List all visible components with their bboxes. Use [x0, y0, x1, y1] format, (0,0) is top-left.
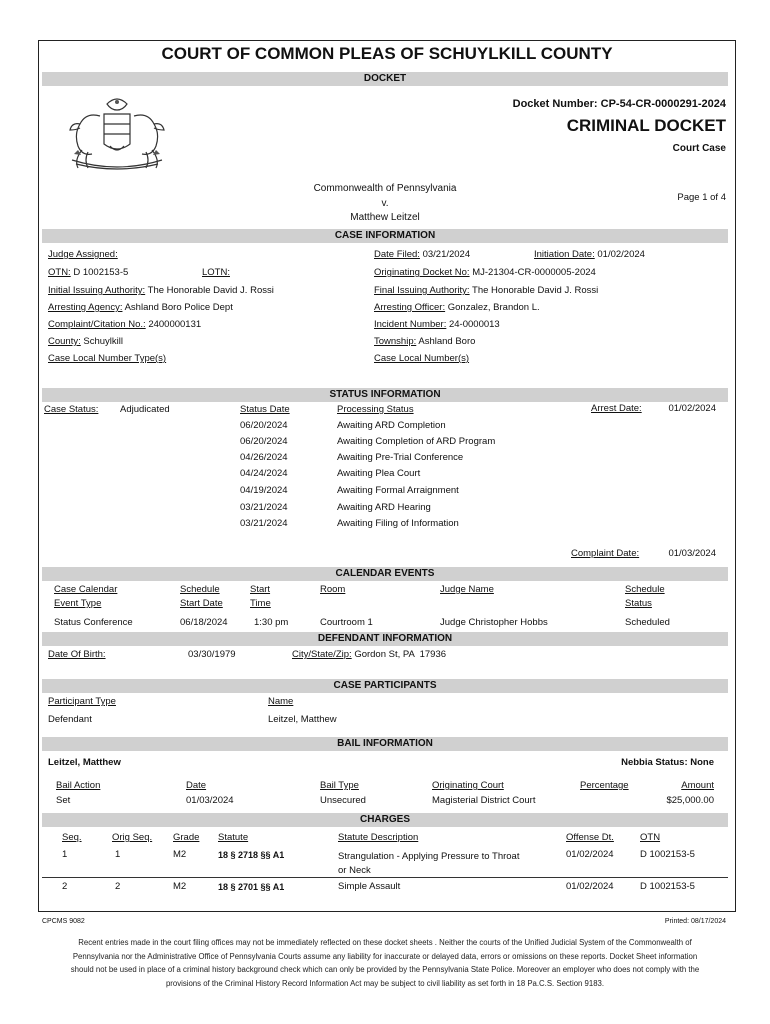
otn — [48, 267, 128, 278]
calendar-room: Courtroom 1 — [320, 617, 373, 628]
dob-value: 03/30/1979 — [188, 649, 236, 660]
county-value: Schuylkill — [83, 336, 123, 347]
processing-status: Awaiting ARD Hearing — [337, 502, 431, 513]
charge-1-seq: 1 — [62, 849, 68, 860]
calendar-status: Scheduled — [625, 617, 670, 628]
final-authority-value: The Honorable David J. Rossi — [472, 285, 599, 296]
charges-bar: CHARGES — [42, 813, 728, 827]
court-title: COURT OF COMMON PLEAS OF SCHUYLKILL COUNTY — [161, 44, 613, 63]
status-date: 03/21/2024 — [240, 518, 288, 529]
statute-description-header: Statute Description — [338, 832, 419, 843]
arresting-agency-label: Arresting Agency: — [48, 302, 123, 313]
charge-2-description: Simple Assault — [338, 881, 401, 892]
bail-action: Set — [56, 795, 71, 806]
participant-type-header: Participant Type — [48, 696, 116, 707]
printed-date: Printed: 08/17/2024 — [664, 918, 726, 925]
originating-court-header: Originating Court — [432, 780, 504, 791]
charge-1-otn: D 1002153-5 — [640, 849, 695, 860]
status-row-2 — [240, 436, 288, 447]
status-row-1-text — [337, 420, 446, 431]
charge-2-statute: 18 § 2701 §§ A1 — [218, 882, 285, 892]
bail-date-header: Date — [186, 780, 207, 791]
orig-seq-header: Orig Seq. — [112, 832, 153, 843]
participant-name: Leitzel, Matthew — [268, 714, 337, 725]
event-type-header-1: Case Calendar — [54, 584, 118, 595]
status-date: 06/20/2024 — [240, 436, 288, 447]
dob-label: Date Of Birth: — [48, 649, 106, 660]
docket-number: Docket Number: CP-54-CR-0000291-2024 — [512, 98, 726, 110]
originating-docket-value: MJ-21304-CR-0000005-2024 — [472, 267, 596, 278]
complaint-number-value: 2400000131 — [148, 319, 202, 330]
schedule-status-header-2: Status — [625, 598, 652, 609]
status-row-3-text — [337, 452, 463, 463]
city-state-zip-value: Gordon St, PA 17936 — [354, 649, 447, 660]
case-participants-bar: CASE PARTICIPANTS — [42, 679, 728, 693]
township-label: Township: — [374, 336, 417, 347]
nebbia-status: Nebbia Status: None — [621, 757, 714, 768]
seq-header: Seq. — [62, 832, 82, 843]
incident-number — [374, 319, 500, 330]
processing-status: Awaiting Filing of Information — [337, 518, 459, 529]
county-label: County: — [48, 336, 81, 347]
offense-date-header: Offense Dt. — [566, 832, 614, 843]
arresting-agency — [48, 302, 233, 313]
initiation-date — [534, 249, 645, 260]
charge-1-offense-date: 01/02/2024 — [566, 849, 614, 860]
versus: v. — [381, 198, 389, 209]
arresting-officer-value: Gonzalez, Brandon L. — [447, 302, 540, 313]
charge-1-description: Strangulation - Applying Pressure to Throat — [338, 851, 520, 862]
originating-court: Magisterial District Court — [432, 795, 536, 806]
bail-type: Unsecured — [320, 795, 366, 806]
judge-assigned-label: Judge Assigned: — [48, 249, 118, 260]
calendar-event-type: Status Conference — [54, 617, 133, 628]
case-status-value: Adjudicated — [120, 404, 170, 415]
status-date-header: Status Date — [240, 404, 290, 415]
charge-1-orig-seq: 1 — [115, 849, 121, 860]
percentage-header: Percentage — [580, 780, 629, 791]
otn-value: D 1002153-5 — [73, 267, 129, 278]
statute-header: Statute — [218, 832, 249, 843]
arrest-date-value: 01/02/2024 — [668, 403, 716, 414]
incident-number-label: Incident Number: — [374, 319, 447, 330]
status-row-5-text — [337, 485, 459, 496]
arresting-officer-label: Arresting Officer: — [374, 302, 446, 313]
processing-status: Awaiting Completion of ARD Program — [337, 436, 496, 447]
status-date: 04/19/2024 — [240, 485, 288, 496]
calendar-judge: Judge Christopher Hobbs — [440, 617, 548, 628]
charge-1-statute: 18 § 2718 §§ A1 — [218, 850, 285, 860]
initial-authority-value: The Honorable David J. Rossi — [147, 285, 274, 296]
processing-status: Awaiting Pre-Trial Conference — [337, 452, 464, 463]
event-type-header-2: Event Type — [54, 598, 102, 609]
otn-header: OTN — [640, 832, 661, 843]
date-filed-value: 03/21/2024 — [422, 249, 471, 260]
charge-2-offense-date: 01/02/2024 — [566, 881, 614, 892]
start-time-header-2: Time — [250, 598, 271, 609]
case-kind: Court Case — [672, 143, 726, 154]
charge-1-description-cont: or Neck — [338, 865, 371, 876]
date-filed-label: Date Filed: — [374, 249, 420, 260]
schedule-date-header-2: Start Date — [180, 598, 223, 609]
initial-authority — [48, 285, 274, 296]
charge-2-otn: D 1002153-5 — [640, 881, 695, 892]
charge-2-grade: M2 — [173, 881, 187, 892]
status-row-7-text — [337, 518, 459, 529]
charge-2-orig-seq: 2 — [115, 881, 121, 892]
status-date: 03/21/2024 — [240, 502, 288, 513]
calendar-events-bar: CALENDAR EVENTS — [42, 567, 728, 581]
judge-name-header: Judge Name — [440, 584, 494, 595]
city-state-zip-label: City/State/Zip: — [292, 649, 352, 660]
charge-1-grade: M2 — [173, 849, 187, 860]
status-row-4-text — [337, 468, 420, 479]
docket-type: CRIMINAL DOCKET — [566, 116, 726, 135]
status-row-7 — [240, 518, 288, 529]
complaint-date-value: 01/03/2024 — [668, 548, 716, 559]
plaintiff: Commonwealth of Pennsylvania — [313, 183, 457, 194]
status-row-1 — [240, 420, 288, 431]
bail-action-header: Bail Action — [56, 780, 101, 791]
bail-date: 01/03/2024 — [186, 795, 234, 806]
case-information-bar: CASE INFORMATION — [42, 229, 728, 243]
lotn-label: LOTN: — [202, 267, 230, 278]
defendant-information-bar: DEFENDANT INFORMATION — [42, 632, 728, 646]
complaint-date-label: Complaint Date: — [571, 548, 640, 559]
form-number: CPCMS 9082 — [42, 918, 85, 925]
status-row-4 — [240, 468, 288, 479]
city-state-zip — [292, 649, 446, 660]
initiation-date-label: Initiation Date: — [534, 249, 595, 260]
schedule-date-header-1: Schedule — [180, 584, 220, 595]
charge-2-seq: 2 — [62, 881, 68, 892]
participant-type: Defendant — [48, 714, 92, 725]
final-authority — [374, 285, 598, 296]
initiation-date-value: 01/02/2024 — [597, 249, 645, 260]
township-value: Ashland Boro — [418, 336, 476, 347]
processing-status: Awaiting Plea Court — [337, 468, 421, 479]
schedule-status-header-1: Schedule — [625, 584, 665, 595]
room-header: Room — [320, 584, 346, 595]
processing-status: Awaiting ARD Completion — [337, 420, 446, 431]
complaint-number-label: Complaint/Citation No.: — [48, 319, 146, 330]
status-date: 06/20/2024 — [240, 420, 288, 431]
bail-person: Leitzel, Matthew — [48, 757, 121, 768]
status-row-5 — [240, 485, 288, 496]
originating-docket-label: Originating Docket No: — [374, 267, 470, 278]
final-authority-label: Final Issuing Authority: — [374, 285, 470, 296]
status-row-3 — [240, 452, 288, 463]
local-number-label: Case Local Number(s) — [374, 353, 470, 364]
participant-name-header: Name — [268, 696, 294, 707]
case-status-label: Case Status: — [44, 404, 99, 415]
bail-type-header: Bail Type — [320, 780, 359, 791]
calendar-start-date: 06/18/2024 — [180, 617, 228, 628]
arrest-date-label: Arrest Date: — [591, 403, 642, 414]
county — [48, 336, 123, 347]
local-number-type-label: Case Local Number Type(s) — [48, 353, 167, 364]
start-time-header-1: Start — [250, 584, 271, 595]
pennsylvania-seal-icon — [52, 94, 182, 172]
originating-docket — [374, 267, 596, 278]
status-date: 04/24/2024 — [240, 468, 288, 479]
initial-authority-label: Initial Issuing Authority: — [48, 285, 146, 296]
processing-status: Awaiting Formal Arraignment — [337, 485, 459, 496]
bail-information-bar: BAIL INFORMATION — [42, 737, 728, 751]
defendant-name: Matthew Leitzel — [350, 212, 420, 223]
otn-label: OTN: — [48, 267, 71, 278]
status-date: 04/26/2024 — [240, 452, 288, 463]
arresting-agency-value: Ashland Boro Police Dept — [124, 302, 233, 313]
processing-status-header: Processing Status — [337, 404, 414, 415]
incident-number-value: 24-0000013 — [448, 319, 500, 330]
disclaimer: Recent entries made in the court filing offices may not be immediately reflected on these docket sheets . Neither the courts of the Unified Judicial System of the Commonwealth of Pennsylvania nor the Administrative Office of Pennsylvania Courts assume any liability for inaccurate or delayed data, errors or omissions on these reports. Docket Sheet information should not be used in place of a criminal history background check which can only be provided by the Pennsylvania State Police. Moreover an employer who does not comply with the provisions of the Criminal History Record Information Act may be subject to civil liability as set forth in 18 Pa.C.S. Section 9183. — [70, 938, 700, 988]
page-number: Page 1 of 4 — [677, 192, 726, 203]
township — [374, 336, 475, 347]
status-row-2-text — [337, 436, 495, 447]
arresting-officer — [374, 302, 540, 313]
bail-amount: $25,000.00 — [666, 795, 714, 806]
complaint-number — [48, 319, 201, 330]
calendar-start-time: 1:30 pm — [254, 617, 289, 628]
status-row-6-text — [337, 502, 431, 513]
docket-bar: DOCKET — [42, 72, 728, 86]
date-filed — [374, 249, 470, 260]
grade-header: Grade — [173, 832, 200, 843]
status-information-bar: STATUS INFORMATION — [42, 388, 728, 402]
status-row-6 — [240, 502, 288, 513]
amount-header: Amount — [681, 780, 714, 791]
charges-divider — [42, 877, 728, 878]
